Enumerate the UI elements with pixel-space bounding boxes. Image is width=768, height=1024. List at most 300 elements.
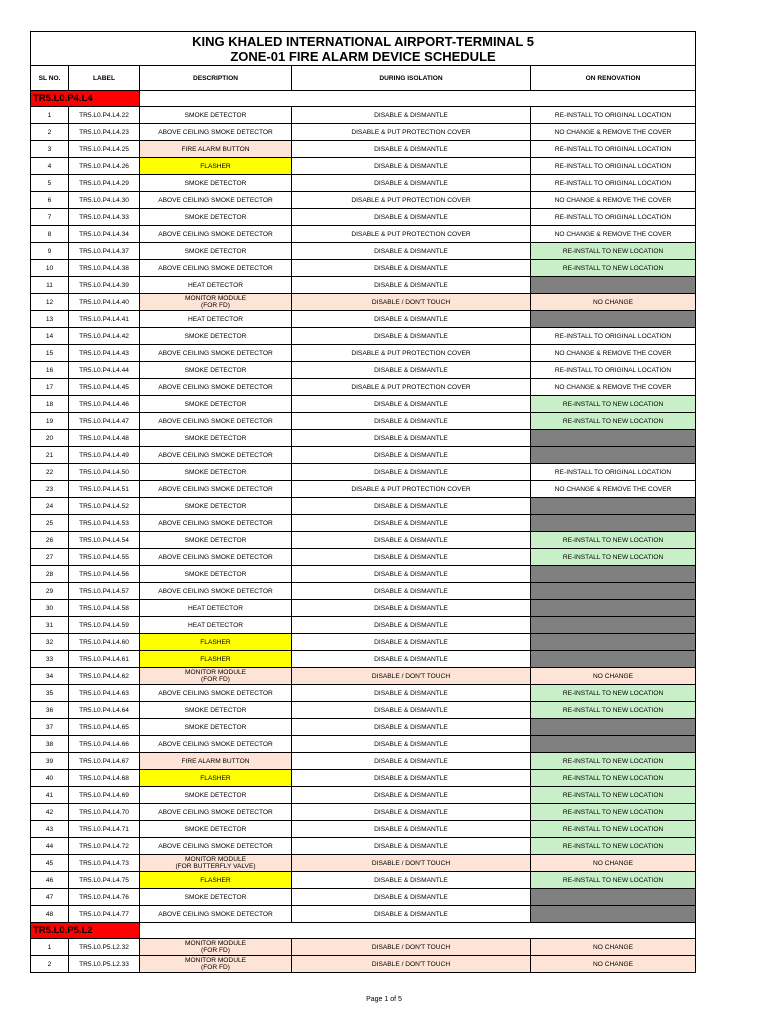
cell-sl-no: 38 — [31, 736, 69, 753]
cell-description: ABOVE CEILING SMOKE DETECTOR — [140, 124, 292, 141]
cell-description: FLASHER — [140, 651, 292, 668]
cell-during-isolation: DISABLE / DON'T TOUCH — [292, 668, 531, 685]
table-row — [31, 158, 696, 175]
title-line-1: KING KHALED INTERNATIONAL AIRPORT-TERMINAL 5 — [192, 33, 534, 49]
cell-on-renovation — [531, 583, 696, 600]
cell-description: SMOKE DETECTOR — [140, 719, 292, 736]
cell-on-renovation: RE-INSTALL TO NEW LOCATION — [531, 753, 696, 770]
cell-label: TR5.L0.P4.L4.65 — [69, 719, 140, 736]
table-row — [31, 804, 696, 821]
table-row — [31, 260, 696, 277]
cell-on-renovation — [531, 311, 696, 328]
cell-label: TR5.L0.P4.L4.34 — [69, 226, 140, 243]
cell-during-isolation: DISABLE & DISMANTLE — [292, 872, 531, 889]
cell-sl-no: 7 — [31, 209, 69, 226]
cell-label: TR5.L0.P4.L4.38 — [69, 260, 140, 277]
cell-description: FLASHER — [140, 158, 292, 175]
table-row — [31, 855, 696, 872]
cell-description: ABOVE CEILING SMOKE DETECTOR — [140, 515, 292, 532]
cell-during-isolation: DISABLE & DISMANTLE — [292, 277, 531, 294]
cell-on-renovation: NO CHANGE — [531, 668, 696, 685]
cell-label: TR5.L0.P4.L4.75 — [69, 872, 140, 889]
cell-on-renovation: NO CHANGE — [531, 855, 696, 872]
cell-sl-no: 4 — [31, 158, 69, 175]
cell-sl-no: 35 — [31, 685, 69, 702]
cell-on-renovation: RE-INSTALL TO ORIGINAL LOCATION — [531, 464, 696, 481]
table-row — [31, 481, 696, 498]
cell-sl-no: 23 — [31, 481, 69, 498]
table-row — [31, 328, 696, 345]
cell-on-renovation — [531, 430, 696, 447]
cell-sl-no: 16 — [31, 362, 69, 379]
cell-sl-no: 34 — [31, 668, 69, 685]
cell-during-isolation: DISABLE & DISMANTLE — [292, 787, 531, 804]
cell-during-isolation: DISABLE & DISMANTLE — [292, 702, 531, 719]
cell-label: TR5.L0.P4.L4.54 — [69, 532, 140, 549]
cell-label: TR5.L0.P4.L4.56 — [69, 566, 140, 583]
cell-description: FLASHER — [140, 634, 292, 651]
description-line: (FOR FD) — [201, 302, 230, 309]
cell-description: ABOVE CEILING SMOKE DETECTOR — [140, 838, 292, 855]
table-row — [31, 685, 696, 702]
table-row — [31, 566, 696, 583]
description-line: (FOR FD) — [201, 676, 230, 683]
table-row — [31, 226, 696, 243]
document-title — [31, 32, 696, 66]
cell-sl-no: 3 — [31, 141, 69, 158]
section-spacer — [140, 923, 696, 939]
cell-label: TR5.L0.P4.L4.29 — [69, 175, 140, 192]
cell-on-renovation: RE-INSTALL TO NEW LOCATION — [531, 413, 696, 430]
cell-label: TR5.L0.P4.L4.59 — [69, 617, 140, 634]
cell-sl-no: 47 — [31, 889, 69, 906]
cell-description: ABOVE CEILING SMOKE DETECTOR — [140, 906, 292, 923]
cell-label: TR5.L0.P4.L4.53 — [69, 515, 140, 532]
table-row — [31, 787, 696, 804]
cell-description: HEAT DETECTOR — [140, 600, 292, 617]
cell-description: ABOVE CEILING SMOKE DETECTOR — [140, 379, 292, 396]
cell-on-renovation — [531, 498, 696, 515]
cell-on-renovation: RE-INSTALL TO NEW LOCATION — [531, 838, 696, 855]
cell-sl-no: 33 — [31, 651, 69, 668]
cell-label: TR5.L0.P4.L4.50 — [69, 464, 140, 481]
cell-during-isolation: DISABLE & DISMANTLE — [292, 209, 531, 226]
cell-on-renovation: NO CHANGE — [531, 294, 696, 311]
cell-description: FIRE ALARM BUTTON — [140, 141, 292, 158]
table-row — [31, 906, 696, 923]
header-description: DESCRIPTION — [140, 66, 292, 91]
cell-on-renovation — [531, 906, 696, 923]
table-row — [31, 447, 696, 464]
table-row — [31, 498, 696, 515]
cell-sl-no: 8 — [31, 226, 69, 243]
header-during-isolation: DURING ISOLATION — [292, 66, 531, 91]
cell-description: SMOKE DETECTOR — [140, 209, 292, 226]
cell-sl-no: 25 — [31, 515, 69, 532]
cell-on-renovation: RE-INSTALL TO ORIGINAL LOCATION — [531, 175, 696, 192]
cell-description — [140, 668, 292, 685]
cell-during-isolation: DISABLE & PUT PROTECTION COVER — [292, 226, 531, 243]
cell-on-renovation: RE-INSTALL TO NEW LOCATION — [531, 685, 696, 702]
cell-sl-no: 32 — [31, 634, 69, 651]
cell-during-isolation: DISABLE & PUT PROTECTION COVER — [292, 481, 531, 498]
table-row — [31, 396, 696, 413]
cell-label: TR5.L0.P4.L4.71 — [69, 821, 140, 838]
cell-label: TR5.L0.P4.L4.58 — [69, 600, 140, 617]
cell-description: SMOKE DETECTOR — [140, 175, 292, 192]
cell-on-renovation: NO CHANGE — [531, 939, 696, 956]
cell-on-renovation: RE-INSTALL TO NEW LOCATION — [531, 872, 696, 889]
cell-description: SMOKE DETECTOR — [140, 702, 292, 719]
cell-during-isolation: DISABLE / DON'T TOUCH — [292, 294, 531, 311]
cell-description: SMOKE DETECTOR — [140, 362, 292, 379]
cell-during-isolation: DISABLE & DISMANTLE — [292, 583, 531, 600]
cell-during-isolation: DISABLE & DISMANTLE — [292, 651, 531, 668]
table-row — [31, 770, 696, 787]
cell-description — [140, 294, 292, 311]
cell-during-isolation: DISABLE & DISMANTLE — [292, 566, 531, 583]
cell-label: TR5.L0.P4.L4.42 — [69, 328, 140, 345]
table-row — [31, 600, 696, 617]
cell-during-isolation: DISABLE & DISMANTLE — [292, 175, 531, 192]
cell-during-isolation: DISABLE & PUT PROTECTION COVER — [292, 124, 531, 141]
cell-label: TR5.L0.P4.L4.45 — [69, 379, 140, 396]
cell-label: TR5.L0.P5.L2.32 — [69, 939, 140, 956]
cell-sl-no: 37 — [31, 719, 69, 736]
cell-on-renovation — [531, 651, 696, 668]
table-row — [31, 532, 696, 549]
cell-during-isolation: DISABLE & DISMANTLE — [292, 906, 531, 923]
cell-on-renovation: RE-INSTALL TO NEW LOCATION — [531, 770, 696, 787]
header-row — [31, 66, 696, 91]
cell-on-renovation — [531, 447, 696, 464]
section-row — [31, 923, 696, 939]
cell-sl-no: 24 — [31, 498, 69, 515]
table-row — [31, 719, 696, 736]
cell-description: SMOKE DETECTOR — [140, 328, 292, 345]
description-line: MONITOR MODULE — [184, 669, 247, 676]
table-row — [31, 736, 696, 753]
table-row — [31, 939, 696, 956]
cell-sl-no: 27 — [31, 549, 69, 566]
cell-during-isolation: DISABLE & PUT PROTECTION COVER — [292, 379, 531, 396]
section-spacer — [140, 91, 696, 107]
cell-label: TR5.L0.P4.L4.69 — [69, 787, 140, 804]
table-row — [31, 634, 696, 651]
cell-during-isolation: DISABLE & DISMANTLE — [292, 515, 531, 532]
cell-on-renovation: NO CHANGE & REMOVE THE COVER — [531, 481, 696, 498]
table-row — [31, 209, 696, 226]
cell-during-isolation: DISABLE & DISMANTLE — [292, 804, 531, 821]
cell-during-isolation: DISABLE & DISMANTLE — [292, 719, 531, 736]
table-row — [31, 294, 696, 311]
cell-on-renovation: RE-INSTALL TO NEW LOCATION — [531, 821, 696, 838]
cell-description: ABOVE CEILING SMOKE DETECTOR — [140, 345, 292, 362]
cell-sl-no: 31 — [31, 617, 69, 634]
table-row — [31, 549, 696, 566]
cell-on-renovation — [531, 889, 696, 906]
cell-during-isolation: DISABLE & DISMANTLE — [292, 821, 531, 838]
cell-label: TR5.L0.P4.L4.70 — [69, 804, 140, 821]
cell-during-isolation: DISABLE & DISMANTLE — [292, 464, 531, 481]
cell-during-isolation: DISABLE & DISMANTLE — [292, 532, 531, 549]
cell-on-renovation: RE-INSTALL TO ORIGINAL LOCATION — [531, 209, 696, 226]
cell-description: SMOKE DETECTOR — [140, 396, 292, 413]
cell-on-renovation — [531, 736, 696, 753]
table-row — [31, 668, 696, 685]
cell-sl-no: 6 — [31, 192, 69, 209]
cell-sl-no: 10 — [31, 260, 69, 277]
cell-description: ABOVE CEILING SMOKE DETECTOR — [140, 413, 292, 430]
cell-on-renovation: RE-INSTALL TO ORIGINAL LOCATION — [531, 158, 696, 175]
cell-sl-no: 1 — [31, 939, 69, 956]
cell-description: ABOVE CEILING SMOKE DETECTOR — [140, 685, 292, 702]
description-line: MONITOR MODULE — [184, 957, 247, 964]
cell-during-isolation: DISABLE & DISMANTLE — [292, 549, 531, 566]
cell-on-renovation — [531, 566, 696, 583]
cell-description: SMOKE DETECTOR — [140, 498, 292, 515]
cell-description: ABOVE CEILING SMOKE DETECTOR — [140, 192, 292, 209]
cell-on-renovation: NO CHANGE & REMOVE THE COVER — [531, 345, 696, 362]
cell-during-isolation: DISABLE & PUT PROTECTION COVER — [292, 192, 531, 209]
section-label: TR5.L0.P4.L4 — [31, 91, 140, 107]
table-row — [31, 362, 696, 379]
cell-label: TR5.L0.P4.L4.76 — [69, 889, 140, 906]
cell-sl-no: 41 — [31, 787, 69, 804]
cell-label: TR5.L0.P4.L4.23 — [69, 124, 140, 141]
header-label: LABEL — [69, 66, 140, 91]
cell-during-isolation: DISABLE & DISMANTLE — [292, 107, 531, 124]
cell-sl-no: 40 — [31, 770, 69, 787]
cell-on-renovation: RE-INSTALL TO ORIGINAL LOCATION — [531, 328, 696, 345]
table-row — [31, 413, 696, 430]
cell-label: TR5.L0.P4.L4.61 — [69, 651, 140, 668]
cell-label: TR5.L0.P5.L2.33 — [69, 956, 140, 973]
cell-sl-no: 5 — [31, 175, 69, 192]
table-row — [31, 838, 696, 855]
description-line: MONITOR MODULE — [184, 856, 247, 863]
cell-description: SMOKE DETECTOR — [140, 532, 292, 549]
cell-label: TR5.L0.P4.L4.62 — [69, 668, 140, 685]
cell-description — [140, 855, 292, 872]
cell-during-isolation: DISABLE & DISMANTLE — [292, 617, 531, 634]
cell-description: SMOKE DETECTOR — [140, 430, 292, 447]
cell-label: TR5.L0.P4.L4.25 — [69, 141, 140, 158]
cell-on-renovation: RE-INSTALL TO NEW LOCATION — [531, 532, 696, 549]
cell-during-isolation: DISABLE & DISMANTLE — [292, 753, 531, 770]
cell-on-renovation: RE-INSTALL TO NEW LOCATION — [531, 804, 696, 821]
cell-sl-no: 29 — [31, 583, 69, 600]
cell-sl-no: 2 — [31, 956, 69, 973]
cell-description: ABOVE CEILING SMOKE DETECTOR — [140, 549, 292, 566]
section-row — [31, 91, 696, 107]
cell-label: TR5.L0.P4.L4.41 — [69, 311, 140, 328]
cell-on-renovation: RE-INSTALL TO ORIGINAL LOCATION — [531, 141, 696, 158]
cell-label: TR5.L0.P4.L4.77 — [69, 906, 140, 923]
cell-label: TR5.L0.P4.L4.72 — [69, 838, 140, 855]
cell-label: TR5.L0.P4.L4.44 — [69, 362, 140, 379]
cell-on-renovation: RE-INSTALL TO NEW LOCATION — [531, 549, 696, 566]
header-on-renovation: ON RENOVATION — [531, 66, 696, 91]
header-sl-no: SL NO. — [31, 66, 69, 91]
cell-during-isolation: DISABLE & DISMANTLE — [292, 889, 531, 906]
title-row — [31, 32, 696, 66]
cell-label: TR5.L0.P4.L4.60 — [69, 634, 140, 651]
cell-during-isolation: DISABLE & DISMANTLE — [292, 736, 531, 753]
cell-during-isolation: DISABLE / DON'T TOUCH — [292, 956, 531, 973]
cell-description: SMOKE DETECTOR — [140, 107, 292, 124]
cell-on-renovation: RE-INSTALL TO NEW LOCATION — [531, 243, 696, 260]
cell-description: FIRE ALARM BUTTON — [140, 753, 292, 770]
cell-sl-no: 9 — [31, 243, 69, 260]
table-row — [31, 192, 696, 209]
cell-description: SMOKE DETECTOR — [140, 464, 292, 481]
cell-during-isolation: DISABLE / DON'T TOUCH — [292, 855, 531, 872]
cell-on-renovation — [531, 515, 696, 532]
cell-description: SMOKE DETECTOR — [140, 566, 292, 583]
cell-sl-no: 44 — [31, 838, 69, 855]
cell-description: ABOVE CEILING SMOKE DETECTOR — [140, 804, 292, 821]
table-row — [31, 821, 696, 838]
cell-sl-no: 42 — [31, 804, 69, 821]
cell-sl-no: 14 — [31, 328, 69, 345]
device-schedule-table — [30, 31, 696, 973]
cell-during-isolation: DISABLE & DISMANTLE — [292, 685, 531, 702]
cell-during-isolation: DISABLE & DISMANTLE — [292, 838, 531, 855]
cell-on-renovation: RE-INSTALL TO NEW LOCATION — [531, 787, 696, 804]
cell-sl-no: 2 — [31, 124, 69, 141]
cell-label: TR5.L0.P4.L4.48 — [69, 430, 140, 447]
cell-sl-no: 46 — [31, 872, 69, 889]
cell-sl-no: 30 — [31, 600, 69, 617]
cell-sl-no: 11 — [31, 277, 69, 294]
cell-on-renovation — [531, 719, 696, 736]
table-row — [31, 651, 696, 668]
table-row — [31, 379, 696, 396]
table-row — [31, 243, 696, 260]
cell-label: TR5.L0.P4.L4.49 — [69, 447, 140, 464]
table-row — [31, 464, 696, 481]
table-row — [31, 345, 696, 362]
table-row — [31, 889, 696, 906]
cell-description: SMOKE DETECTOR — [140, 787, 292, 804]
cell-sl-no: 39 — [31, 753, 69, 770]
cell-label: TR5.L0.P4.L4.30 — [69, 192, 140, 209]
cell-on-renovation: NO CHANGE — [531, 956, 696, 973]
cell-during-isolation: DISABLE & DISMANTLE — [292, 243, 531, 260]
cell-description: FLASHER — [140, 872, 292, 889]
cell-description: HEAT DETECTOR — [140, 311, 292, 328]
cell-on-renovation: NO CHANGE & REMOVE THE COVER — [531, 226, 696, 243]
cell-sl-no: 26 — [31, 532, 69, 549]
cell-sl-no: 15 — [31, 345, 69, 362]
cell-sl-no: 13 — [31, 311, 69, 328]
cell-during-isolation: DISABLE & DISMANTLE — [292, 600, 531, 617]
cell-on-renovation — [531, 277, 696, 294]
cell-sl-no: 18 — [31, 396, 69, 413]
cell-label: TR5.L0.P4.L4.73 — [69, 855, 140, 872]
table-row — [31, 702, 696, 719]
cell-label: TR5.L0.P4.L4.40 — [69, 294, 140, 311]
cell-sl-no: 28 — [31, 566, 69, 583]
schedule-sheet — [30, 31, 695, 973]
cell-label: TR5.L0.P4.L4.57 — [69, 583, 140, 600]
cell-during-isolation: DISABLE & DISMANTLE — [292, 498, 531, 515]
table-row — [31, 124, 696, 141]
cell-label: TR5.L0.P4.L4.63 — [69, 685, 140, 702]
cell-during-isolation: DISABLE & DISMANTLE — [292, 447, 531, 464]
cell-label: TR5.L0.P4.L4.46 — [69, 396, 140, 413]
cell-during-isolation: DISABLE & DISMANTLE — [292, 311, 531, 328]
cell-description: ABOVE CEILING SMOKE DETECTOR — [140, 583, 292, 600]
cell-description: SMOKE DETECTOR — [140, 243, 292, 260]
description-line: MONITOR MODULE — [184, 295, 247, 302]
cell-description: ABOVE CEILING SMOKE DETECTOR — [140, 447, 292, 464]
cell-sl-no: 17 — [31, 379, 69, 396]
table-row — [31, 277, 696, 294]
description-line: MONITOR MODULE — [184, 940, 247, 947]
cell-during-isolation: DISABLE & PUT PROTECTION COVER — [292, 345, 531, 362]
cell-label: TR5.L0.P4.L4.22 — [69, 107, 140, 124]
table-row — [31, 515, 696, 532]
cell-on-renovation — [531, 634, 696, 651]
cell-sl-no: 45 — [31, 855, 69, 872]
cell-sl-no: 48 — [31, 906, 69, 923]
cell-description: FLASHER — [140, 770, 292, 787]
cell-on-renovation: RE-INSTALL TO NEW LOCATION — [531, 702, 696, 719]
cell-label: TR5.L0.P4.L4.66 — [69, 736, 140, 753]
cell-label: TR5.L0.P4.L4.47 — [69, 413, 140, 430]
cell-on-renovation: NO CHANGE & REMOVE THE COVER — [531, 124, 696, 141]
cell-description — [140, 956, 292, 973]
cell-on-renovation: RE-INSTALL TO ORIGINAL LOCATION — [531, 107, 696, 124]
cell-label: TR5.L0.P4.L4.39 — [69, 277, 140, 294]
cell-sl-no: 1 — [31, 107, 69, 124]
cell-description: SMOKE DETECTOR — [140, 889, 292, 906]
cell-label: TR5.L0.P4.L4.52 — [69, 498, 140, 515]
cell-during-isolation: DISABLE & DISMANTLE — [292, 158, 531, 175]
cell-sl-no: 19 — [31, 413, 69, 430]
cell-sl-no: 36 — [31, 702, 69, 719]
cell-on-renovation: RE-INSTALL TO NEW LOCATION — [531, 396, 696, 413]
cell-description: HEAT DETECTOR — [140, 617, 292, 634]
cell-on-renovation — [531, 617, 696, 634]
table-row — [31, 175, 696, 192]
table-row — [31, 617, 696, 634]
cell-sl-no: 20 — [31, 430, 69, 447]
cell-on-renovation: NO CHANGE & REMOVE THE COVER — [531, 192, 696, 209]
cell-description — [140, 939, 292, 956]
cell-label: TR5.L0.P4.L4.68 — [69, 770, 140, 787]
table-row — [31, 753, 696, 770]
cell-label: TR5.L0.P4.L4.43 — [69, 345, 140, 362]
cell-label: TR5.L0.P4.L4.26 — [69, 158, 140, 175]
table-row — [31, 872, 696, 889]
cell-on-renovation: NO CHANGE & REMOVE THE COVER — [531, 379, 696, 396]
cell-during-isolation: DISABLE & DISMANTLE — [292, 362, 531, 379]
section-label: TR5.L0.P5.L2 — [31, 923, 140, 939]
description-line: (FOR FD) — [201, 964, 230, 971]
cell-label: TR5.L0.P4.L4.33 — [69, 209, 140, 226]
cell-sl-no: 12 — [31, 294, 69, 311]
cell-label: TR5.L0.P4.L4.64 — [69, 702, 140, 719]
cell-on-renovation: RE-INSTALL TO NEW LOCATION — [531, 260, 696, 277]
table-row — [31, 583, 696, 600]
cell-sl-no: 22 — [31, 464, 69, 481]
table-row — [31, 311, 696, 328]
cell-sl-no: 43 — [31, 821, 69, 838]
cell-on-renovation: RE-INSTALL TO ORIGINAL LOCATION — [531, 362, 696, 379]
